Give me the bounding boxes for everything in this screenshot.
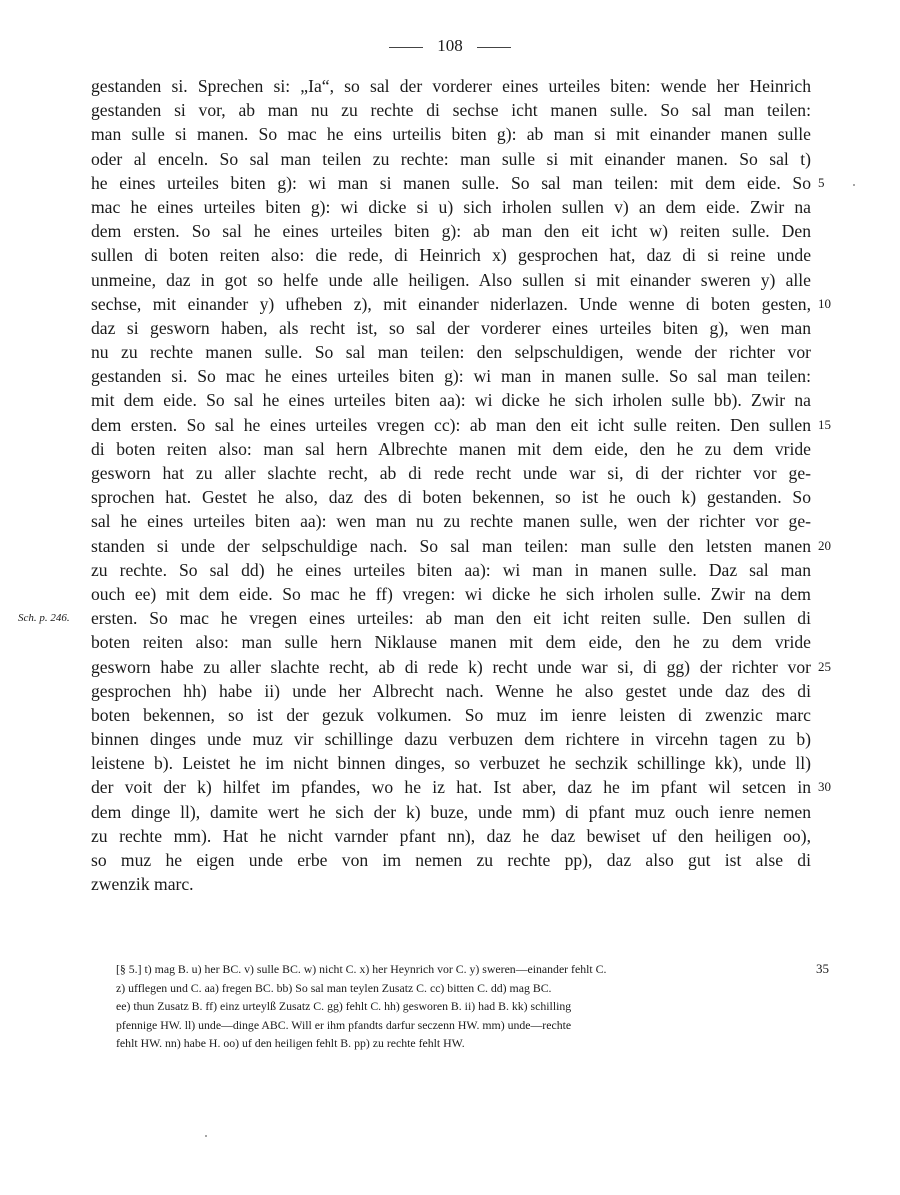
footnote-text: z) ufflegen und C. aa) fregen BC. bb) So sal man teylen Zusatz C. cc) bitten C. dd) mag BC.	[116, 980, 552, 995]
header-rule-right	[477, 47, 511, 48]
header-rule-left	[389, 47, 423, 48]
text-line	[91, 388, 811, 412]
text-line-content: daz si gesworn haben, als recht ist, so sal der vorderer eines urteiles biten g), wen man	[91, 317, 811, 338]
text-line	[91, 558, 811, 582]
text-line-content: standen si unde der selpschuldige nach. So sal man teilen: man sulle den letsten manen	[91, 535, 811, 556]
main-text	[18, 74, 831, 896]
text-line	[91, 364, 811, 388]
text-line	[91, 751, 811, 775]
text-line	[91, 775, 831, 799]
text-line	[91, 147, 811, 171]
text-line	[91, 171, 825, 195]
text-line-content: gestanden si vor, ab man nu zu rechte di sechse icht manen sulle. So sal man teilen:	[91, 100, 811, 121]
text-line	[91, 582, 811, 606]
text-line-content: boten reiten also: man sulle hern Niklause manen mit dem eide, den he zu dem vride	[91, 632, 811, 653]
text-line-content: dem dinge ll), damite wert he sich der k) buze, unde mm) di pfant muz ouch ienre nemen	[91, 801, 811, 822]
text-line-content: dem ersten. So sal he eines urteiles vregen cc): ab man den eit icht sulle reiten. Den sullen	[91, 414, 811, 435]
footnote-line	[116, 1034, 840, 1053]
text-line-content: der voit der k) hilfet im pfandes, wo he iz hat. Ist aber, daz he im pfant wil setcen in	[91, 777, 811, 798]
line-number: 35	[816, 961, 829, 976]
text-line	[91, 509, 811, 533]
scan-speck	[853, 184, 855, 186]
footnote-line	[116, 1016, 840, 1035]
margin-reference: Sch. p. 246.	[18, 612, 70, 625]
text-line	[91, 534, 831, 558]
text-line-content: ouch ee) mit dem eide. So mac he ff) vregen: wi dicke he sich irholen sulle. Zwir na dem	[91, 583, 811, 604]
text-line	[91, 703, 811, 727]
text-line-content: leistene b). Leistet he im nicht binnen dinges, so verbuzet he sechzik schillinge kk), unde ll)	[91, 753, 811, 774]
page-header	[0, 36, 900, 56]
footnotes	[116, 960, 840, 1053]
line-number: 5	[818, 174, 825, 190]
text-line-content: unmeine, daz in got so helfe unde alle heiligen. Also sullen si mit einander sweren y) alle	[91, 269, 811, 290]
line-number: 15	[818, 416, 831, 432]
text-line	[91, 824, 811, 848]
page-number: 108	[437, 36, 463, 55]
text-line-content: sal he eines urteiles biten aa): wen man nu zu rechte manen sulle, wen der richter vor ge-	[91, 511, 811, 532]
text-line-content: di boten reiten also: man sal hern Albrechte manen mit dem eide, den he zu dem vride	[91, 438, 811, 459]
text-line	[91, 74, 811, 98]
text-line	[91, 872, 811, 896]
text-line-content: zu rechte. So sal dd) he eines urteiles biten aa): wi man in manen sulle. Daz sal man	[91, 559, 811, 580]
text-line	[91, 122, 811, 146]
text-line-content: nu zu rechte manen sulle. So sal man teilen: den selpschuldigen, wende der richter vor	[91, 342, 811, 363]
line-number: 25	[818, 658, 831, 674]
text-line	[91, 219, 811, 243]
text-line	[91, 98, 811, 122]
text-line	[91, 268, 811, 292]
text-line	[91, 195, 811, 219]
text-line	[91, 292, 831, 316]
text-line-content: dem ersten. So sal he eines urteiles biten g): ab man den eit icht w) reiten sulle. Den	[91, 221, 811, 242]
text-line	[91, 800, 811, 824]
footnote-text: fehlt HW. nn) habe H. oo) uf den heiligen fehlt B. pp) zu rechte fehlt HW.	[116, 1036, 465, 1050]
text-line	[91, 316, 811, 340]
text-line-content: oder al enceln. So sal man teilen zu rechte: man sulle si mit einander manen. So sal t)	[91, 148, 811, 169]
scan-speck	[205, 1135, 207, 1137]
line-number: 20	[818, 537, 831, 553]
text-line	[91, 437, 811, 461]
text-line-content: gestanden si. So mac he eines urteiles biten g): wi man in manen sulle. So sal man teilen:	[91, 366, 811, 387]
footnote-line	[116, 979, 840, 998]
text-line-content: sechse, mit einander y) ufheben z), mit einander niderlazen. Unde wenne di boten gesten,	[91, 293, 811, 314]
text-line-content: gesworn habe zu aller slachte recht, ab di rede k) recht unde war si, di gg) der richter vor	[91, 656, 811, 677]
text-line-content: ersten. So mac he vregen eines urteiles: ab man den eit icht reiten sulle. Den sullen di	[91, 608, 811, 629]
text-line	[91, 679, 811, 703]
text-line-content: man sulle si manen. So mac he eins urteilis biten g): ab man si mit einander manen sulle	[91, 124, 811, 145]
text-line-content: sullen di boten reiten also: die rede, di Heinrich x) gesprochen hat, daz di si reine unde	[91, 245, 811, 266]
text-line-content: gesprochen hh) habe ii) unde her Albrecht nach. Wenne he also gestet unde daz des di	[91, 680, 811, 701]
text-line	[91, 461, 811, 485]
text-line	[91, 413, 831, 437]
text-line-content: mit dem eide. So sal he eines urteiles biten aa): wi dicke he sich irholen sulle bb). Zwir na	[91, 390, 811, 411]
text-line	[91, 848, 811, 872]
text-line-content: mac he eines urteiles biten g): wi dicke si u) sich irholen sullen v) an dem eide. Zwir na	[91, 196, 811, 217]
text-line-content: zwenzik marc.	[91, 874, 194, 895]
text-line	[18, 606, 811, 630]
text-line-content: zu rechte mm). Hat he nicht varnder pfant nn), daz he daz bewiset uf den heiligen oo),	[91, 825, 811, 846]
text-line	[91, 340, 811, 364]
footnote-text: pfennige HW. ll) unde—dinge ABC. Will er ihm pfandts darfur seczenn HW. mm) unde—rechte	[116, 1017, 572, 1032]
text-line-content: sprochen hat. Gestet he also, daz des di boten bekennen, so ist he ouch k) gestanden. So	[91, 487, 811, 508]
text-line	[91, 485, 811, 509]
text-line	[91, 655, 831, 679]
text-line-content: boten bekennen, so ist der gezuk volkumen. So muz im ienre leisten di zwenzic marc	[91, 704, 811, 725]
text-line-content: gestanden si. Sprechen si: „Ia“, so sal der vorderer eines urteiles biten: wende her Heinrich	[91, 76, 811, 96]
footnote-text: [§ 5.] t) mag B. u) her BC. v) sulle BC. w) nicht C. x) her Heynrich vor C. y) sweren—einander fehlt C.	[116, 962, 607, 976]
footnote-line	[116, 997, 840, 1016]
text-line-content: gesworn hat zu aller slachte recht, ab di rede recht unde war si, di der richter vor ge-	[91, 463, 811, 483]
text-line-content: binnen dinges unde muz vir schillinge dazu verbuzen dem richtere in vircehn tagen zu b)	[91, 729, 811, 750]
footnote-text: ee) thun Zusatz B. ff) einz urteylß Zusatz C. gg) fehlt C. hh) gesworen B. ii) had B. kk) schilling	[116, 999, 572, 1013]
text-line	[91, 630, 811, 654]
text-line	[91, 243, 811, 267]
text-line-content: so muz he eigen unde erbe von im nemen zu rechte pp), daz also gut ist alse di	[91, 850, 811, 870]
text-line	[91, 727, 811, 751]
text-line-content: he eines urteiles biten g): wi man si manen sulle. So sal man teilen: mit dem eide. So	[91, 172, 811, 193]
footnote-line	[116, 960, 840, 979]
line-number: 10	[818, 295, 831, 311]
line-number: 30	[818, 779, 831, 795]
